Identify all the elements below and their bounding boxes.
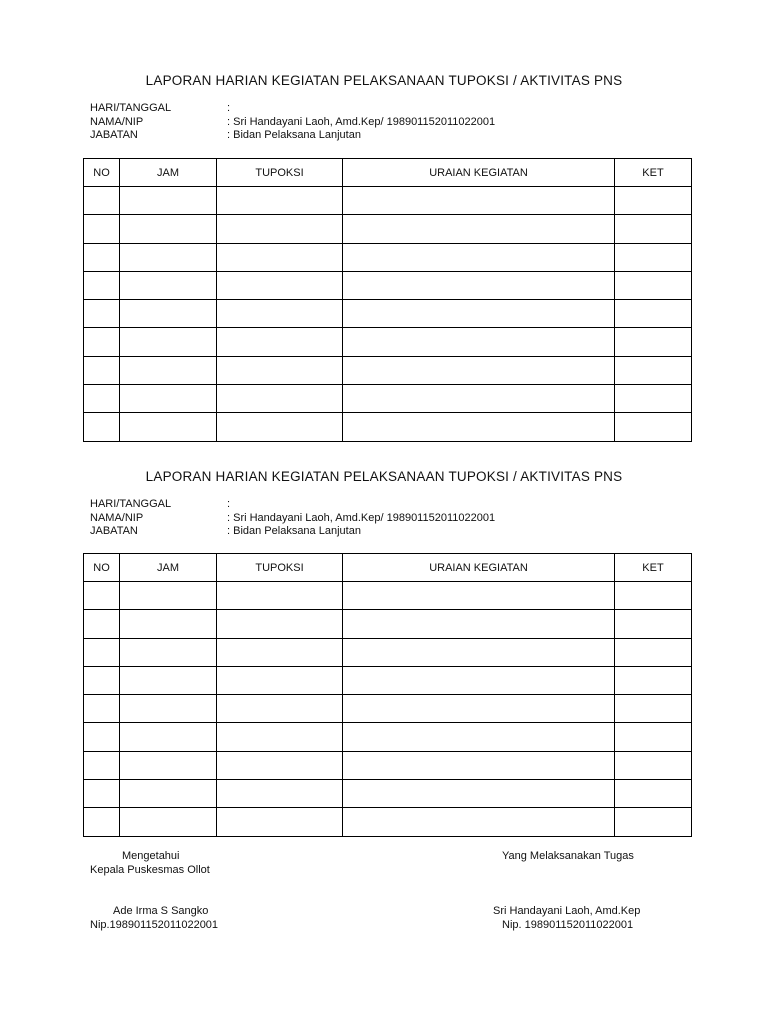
cell-uraian-kegiatan xyxy=(343,582,615,610)
cell-jam xyxy=(120,638,217,666)
cell-tupoksi xyxy=(217,300,343,328)
table-row xyxy=(84,780,692,808)
right-signer-nip: Nip. 198901152011022001 xyxy=(502,919,634,931)
cell-ket xyxy=(615,780,692,808)
cell-uraian-kegiatan xyxy=(343,638,615,666)
header-no: NO xyxy=(84,159,120,187)
hari-label: HARI/TANGGAL xyxy=(90,102,172,114)
cell-uraian-kegiatan xyxy=(343,385,615,413)
cell-uraian-kegiatan xyxy=(343,300,615,328)
cell-no xyxy=(84,582,120,610)
table-row xyxy=(84,328,692,356)
cell-no xyxy=(84,300,120,328)
jabatan-label: JABATAN xyxy=(90,129,138,141)
cell-no xyxy=(84,780,120,808)
table-header-row xyxy=(84,554,692,582)
cell-tupoksi xyxy=(217,243,343,271)
cell-tupoksi xyxy=(217,638,343,666)
cell-jam xyxy=(120,356,217,384)
cell-tupoksi xyxy=(217,780,343,808)
cell-no xyxy=(84,723,120,751)
cell-ket xyxy=(615,666,692,694)
cell-jam xyxy=(120,780,217,808)
jabatan-value: : Bidan Pelaksana Lanjutan xyxy=(227,525,361,537)
cell-no xyxy=(84,751,120,779)
cell-jam xyxy=(120,328,217,356)
cell-uraian-kegiatan xyxy=(343,271,615,299)
table-row xyxy=(84,808,692,836)
cell-tupoksi xyxy=(217,808,343,836)
cell-no xyxy=(84,413,120,441)
cell-uraian-kegiatan xyxy=(343,610,615,638)
table-row xyxy=(84,666,692,694)
cell-jam xyxy=(120,808,217,836)
cell-no xyxy=(84,638,120,666)
cell-no xyxy=(84,243,120,271)
cell-no xyxy=(84,666,120,694)
cell-ket xyxy=(615,582,692,610)
cell-jam xyxy=(120,751,217,779)
table-body xyxy=(84,582,692,837)
cell-jam xyxy=(120,666,217,694)
cell-tupoksi xyxy=(217,413,343,441)
header-tupoksi: TUPOKSI xyxy=(217,554,343,582)
cell-jam xyxy=(120,385,217,413)
info-row-jabatan xyxy=(90,525,495,539)
cell-no xyxy=(84,187,120,215)
right-heading: Yang Melaksanakan Tugas xyxy=(502,850,634,862)
cell-no xyxy=(84,610,120,638)
cell-ket xyxy=(615,695,692,723)
cell-jam xyxy=(120,215,217,243)
cell-tupoksi xyxy=(217,582,343,610)
cell-tupoksi xyxy=(217,356,343,384)
info-row-hari xyxy=(90,498,495,512)
cell-jam xyxy=(120,413,217,441)
table-row xyxy=(84,695,692,723)
cell-jam xyxy=(120,243,217,271)
cell-uraian-kegiatan xyxy=(343,723,615,751)
cell-no xyxy=(84,328,120,356)
nama-value: : Sri Handayani Laoh, Amd.Kep/ 198901152011022001 xyxy=(227,511,496,524)
cell-no xyxy=(84,271,120,299)
info-row-jabatan xyxy=(90,129,495,143)
cell-uraian-kegiatan xyxy=(343,328,615,356)
cell-tupoksi xyxy=(217,610,343,638)
table-row xyxy=(84,187,692,215)
cell-ket xyxy=(615,638,692,666)
table-row xyxy=(84,215,692,243)
cell-ket xyxy=(615,328,692,356)
table-row xyxy=(84,582,692,610)
header-no: NO xyxy=(84,554,120,582)
cell-no xyxy=(84,356,120,384)
table-row xyxy=(84,413,692,441)
table-row xyxy=(84,300,692,328)
left-heading: Mengetahui xyxy=(122,850,180,862)
cell-uraian-kegiatan xyxy=(343,215,615,243)
table-body xyxy=(84,187,692,442)
table-row xyxy=(84,243,692,271)
cell-tupoksi xyxy=(217,723,343,751)
cell-ket xyxy=(615,385,692,413)
cell-tupoksi xyxy=(217,187,343,215)
table-row xyxy=(84,723,692,751)
cell-no xyxy=(84,695,120,723)
nama-value: : Sri Handayani Laoh, Amd.Kep/ 198901152011022001 xyxy=(227,115,496,128)
info-block-2 xyxy=(90,498,495,539)
jabatan-label: JABATAN xyxy=(90,525,138,537)
header-ket: KET xyxy=(615,554,692,582)
info-row-nama xyxy=(90,512,495,526)
cell-uraian-kegiatan xyxy=(343,695,615,723)
cell-ket xyxy=(615,413,692,441)
cell-tupoksi xyxy=(217,751,343,779)
report-title-2: LAPORAN HARIAN KEGIATAN PELAKSANAAN TUPOKSI / AKTIVITAS PNS xyxy=(145,469,623,484)
cell-ket xyxy=(615,751,692,779)
jabatan-value: : Bidan Pelaksana Lanjutan xyxy=(227,129,361,141)
right-signer-name: Sri Handayani Laoh, Amd.Kep xyxy=(493,905,641,917)
table-row xyxy=(84,751,692,779)
cell-uraian-kegiatan xyxy=(343,356,615,384)
cell-jam xyxy=(120,695,217,723)
cell-jam xyxy=(120,300,217,328)
cell-ket xyxy=(615,215,692,243)
header-jam: JAM xyxy=(120,554,217,582)
cell-no xyxy=(84,385,120,413)
cell-uraian-kegiatan xyxy=(343,808,615,836)
table-row xyxy=(84,271,692,299)
cell-no xyxy=(84,808,120,836)
cell-jam xyxy=(120,271,217,299)
hari-value: : xyxy=(227,102,231,114)
hari-label: HARI/TANGGAL xyxy=(90,498,172,510)
header-uraian-kegiatan: URAIAN KEGIATAN xyxy=(343,159,615,187)
cell-ket xyxy=(615,723,692,751)
cell-ket xyxy=(615,187,692,215)
cell-jam xyxy=(120,582,217,610)
cell-tupoksi xyxy=(217,385,343,413)
header-uraian-kegiatan: URAIAN KEGIATAN xyxy=(343,554,615,582)
table-row xyxy=(84,638,692,666)
cell-jam xyxy=(120,723,217,751)
cell-ket xyxy=(615,808,692,836)
info-row-hari xyxy=(90,102,495,116)
report-title-1: LAPORAN HARIAN KEGIATAN PELAKSANAAN TUPOKSI / AKTIVITAS PNS xyxy=(145,73,623,88)
cell-uraian-kegiatan xyxy=(343,243,615,271)
hari-value: : xyxy=(227,498,231,510)
cell-ket xyxy=(615,243,692,271)
table-row xyxy=(84,356,692,384)
info-row-nama xyxy=(90,116,495,130)
cell-uraian-kegiatan xyxy=(343,413,615,441)
left-signer-name: Ade Irma S Sangko xyxy=(113,905,209,917)
left-title: Kepala Puskesmas Ollot xyxy=(90,864,210,876)
cell-ket xyxy=(615,356,692,384)
info-block-1 xyxy=(90,102,495,143)
cell-uraian-kegiatan xyxy=(343,666,615,694)
cell-ket xyxy=(615,271,692,299)
cell-tupoksi xyxy=(217,695,343,723)
cell-uraian-kegiatan xyxy=(343,187,615,215)
cell-ket xyxy=(615,610,692,638)
header-jam: JAM xyxy=(120,159,217,187)
cell-jam xyxy=(120,610,217,638)
cell-jam xyxy=(120,187,217,215)
cell-tupoksi xyxy=(217,328,343,356)
cell-no xyxy=(84,215,120,243)
cell-uraian-kegiatan xyxy=(343,780,615,808)
cell-uraian-kegiatan xyxy=(343,751,615,779)
table-row xyxy=(84,610,692,638)
activity-table-2 xyxy=(83,553,692,837)
cell-ket xyxy=(615,300,692,328)
table-row xyxy=(84,385,692,413)
nama-label: NAMA/NIP xyxy=(90,511,144,524)
cell-tupoksi xyxy=(217,666,343,694)
header-tupoksi: TUPOKSI xyxy=(217,159,343,187)
cell-tupoksi xyxy=(217,271,343,299)
activity-table-1 xyxy=(83,158,692,442)
nama-label: NAMA/NIP xyxy=(90,115,144,128)
header-ket: KET xyxy=(615,159,692,187)
table-header-row xyxy=(84,159,692,187)
cell-tupoksi xyxy=(217,215,343,243)
left-signer-nip: Nip.198901152011022001 xyxy=(90,919,219,931)
